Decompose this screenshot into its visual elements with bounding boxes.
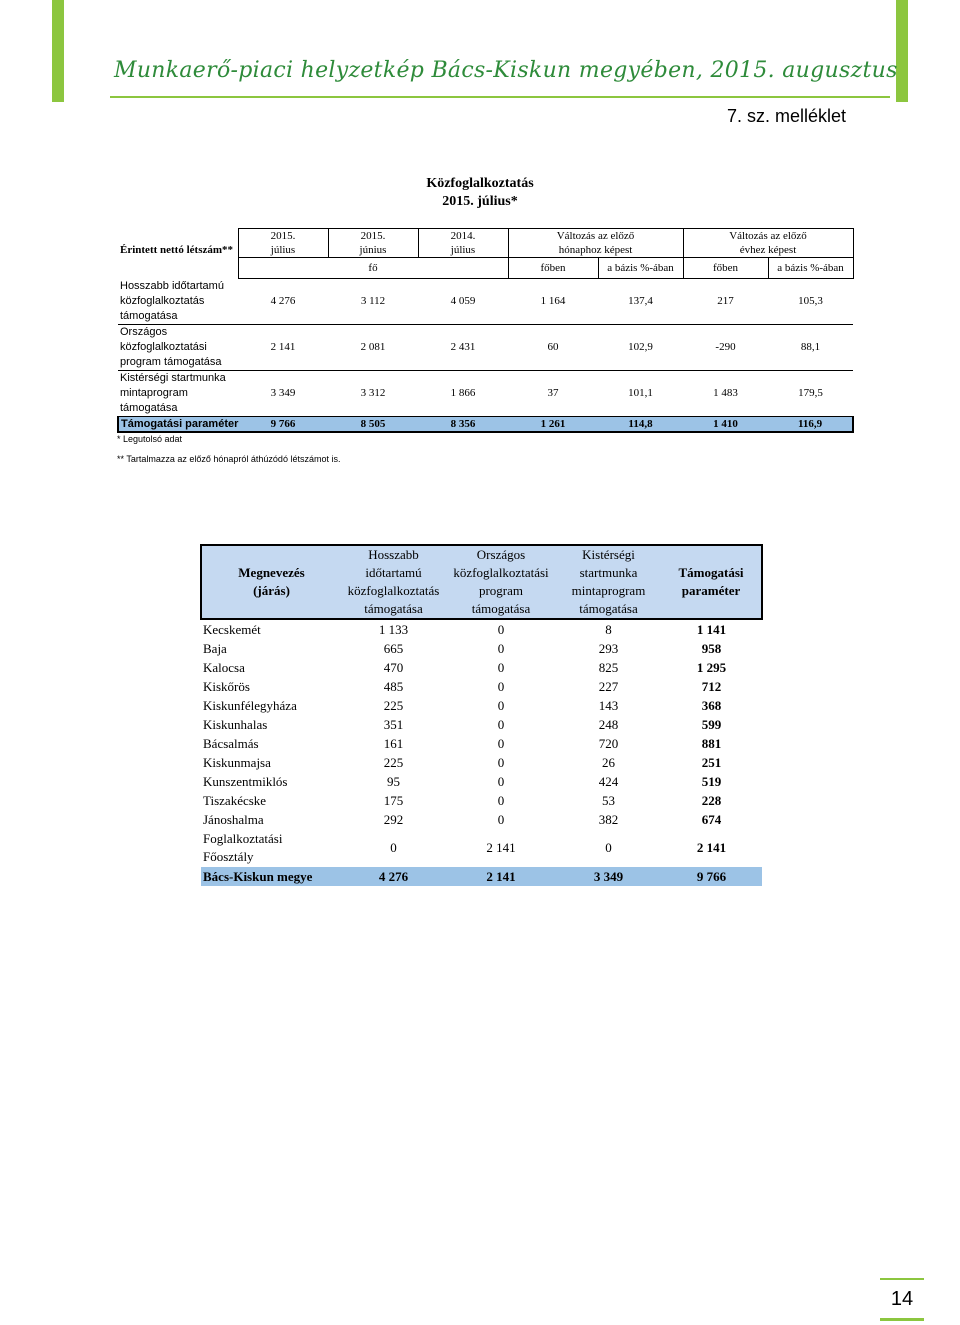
district-name: Kecskemét [203,621,261,637]
cell-value: 382 [598,811,619,827]
cell-value: 228 [701,792,722,808]
table-row [118,309,853,325]
table-header-row [201,545,762,619]
cell-value: 3 112 [360,295,386,307]
cell-value: 137,4 [628,295,653,307]
unit-foben: főben [508,258,598,279]
district-name: Tiszakécske [203,792,267,808]
footnote: * Legutolsó adat [117,434,183,444]
col-month: július [238,243,328,258]
header-rule [110,96,890,98]
cell-value: 368 [701,697,722,713]
district-name: Baja [203,640,227,656]
cell-value: 8 [605,621,612,637]
cell-value: 0 [390,840,397,855]
row-label-header: Érintett nettó létszám** [120,243,234,256]
cell-value: 0 [497,716,505,732]
cell-value: 161 [383,735,404,751]
cell-value: 175 [383,792,404,808]
total-row [118,417,853,433]
cell-value: 251 [701,754,722,770]
cell-value: 0 [497,678,505,694]
cell-value: 599 [701,716,722,732]
district-name: Kalocsa [203,659,245,675]
unit-foben: főben [683,258,768,279]
cell-value: 1 483 [713,387,738,399]
table-row [201,715,762,734]
table-row [201,696,762,715]
district-name: Kiskunfélegyháza [203,697,297,713]
total-value: 4 276 [341,867,446,886]
cell-value: 1 133 [378,621,409,637]
col-header: Országos közfoglalkoztatási program támogatása [446,545,556,619]
cell-value: 0 [497,754,505,770]
district-name: Kunszentmiklós [203,773,288,789]
table-row [201,753,762,772]
change-year-header: Változás az előző [683,229,853,244]
row-label: támogatása [118,309,238,325]
table-row [118,355,853,371]
cell-value: 225 [383,754,404,770]
total-value: 8 505 [328,417,418,433]
cell-value: 674 [701,811,722,827]
cell-value: 95 [387,773,400,789]
district-name: Kiskőrös [203,678,250,694]
header-row-years [118,229,853,244]
total-value: 9 766 [661,867,762,886]
cell-value: 225 [383,697,404,713]
table-row [201,734,762,753]
cell-value: 101,1 [628,387,653,399]
cell-value: 0 [497,621,505,637]
cell-value: 217 [717,295,734,307]
total-value: 3 349 [556,867,661,886]
col-header: Hosszabb időtartamú közfoglalkoztatás támogatása [341,545,446,619]
table-row [118,386,853,401]
row-label: mintaprogram [120,387,188,399]
cell-value: 179,5 [798,387,823,399]
total-value: 116,9 [768,417,853,433]
cell-value: 227 [598,678,619,694]
total-value: 8 356 [418,417,508,433]
cell-value: 470 [383,659,404,675]
unit-fo: fő [238,258,508,279]
col-year: 2015. [328,229,418,244]
cell-value: 0 [497,697,505,713]
unit-pct: a bázis %-ában [598,258,683,279]
right-green-bar [896,0,908,102]
cell-value: 102,9 [628,341,653,353]
cell-value: -290 [715,341,736,353]
district-name: Kiskunmajsa [203,754,271,770]
cell-value: 351 [383,716,404,732]
row-label: Országos [120,326,168,338]
cell-value: 1 866 [450,387,476,399]
table-row [201,772,762,791]
cell-value: 88,1 [800,341,821,353]
total-label: Támogatási paraméter [118,417,238,433]
cell-value: 2 141 [696,840,727,855]
change-month-header: Változás az előző [508,229,683,244]
table-row [118,340,853,355]
cell-value: 1 141 [696,621,727,637]
cell-value: 293 [598,640,619,656]
district-breakdown-table [200,544,763,886]
cell-value: 143 [598,697,619,713]
cell-value: 105,3 [798,295,823,307]
table-row [201,810,762,829]
footnote: ** Tartalmazza az előző hónapról áthúzódó létszámot is. [117,454,341,464]
cell-value: 26 [602,754,615,770]
public-works-summary-table [117,228,854,433]
page-header-title: Munkaerő-piaci helyzetkép Bács-Kiskun megyében, 2015. augusztus [114,58,898,83]
cell-value: 519 [701,773,722,789]
annex-label: 7. sz. melléklet [726,106,846,126]
cell-value: 958 [701,640,722,656]
cell-value: 3 349 [270,387,296,399]
col-year: 2014. [418,229,508,244]
header-row-units [118,258,853,279]
row-label: program támogatása [118,355,238,371]
table-row [201,619,762,639]
cell-value: 825 [598,659,619,675]
cell-value: 292 [383,811,404,827]
row-label: Kistérségi startmunka [120,372,226,384]
total-value: 1 261 [508,417,598,433]
cell-value: 1 295 [696,659,727,675]
total-value: 9 766 [238,417,328,433]
cell-value: 0 [497,792,505,808]
col-header: Támogatási paraméter [661,545,762,619]
total-row [201,867,762,886]
cell-value: 4 059 [450,295,476,307]
total-value: 2 141 [446,867,556,886]
table-row [201,658,762,677]
cell-value: 37 [547,387,559,399]
table-row [118,401,853,417]
col-header: Kistérségi startmunka mintaprogram támogatása [556,545,661,619]
cell-value: 0 [497,735,505,751]
table-row [118,279,853,295]
row-label: támogatása [120,402,178,414]
cell-value: 2 431 [450,341,476,353]
cell-value: 1 164 [540,295,566,307]
cell-value: 2 141 [270,341,296,353]
unit-pct: a bázis %-ában [768,258,853,279]
cell-value: 0 [497,811,505,827]
cell-value: 248 [598,716,619,732]
col-header: Megnevezés (járás) [201,545,341,619]
cell-value: 53 [602,792,615,808]
left-green-bar [52,0,64,102]
col-month: július [418,243,508,258]
change-month-subheader: hónaphoz képest [508,243,683,258]
cell-value: 881 [701,735,722,751]
district-name: Foglalkoztatási Főosztály [203,831,283,864]
page-number-box [880,1278,924,1322]
cell-value: 0 [497,659,505,675]
row-label: közfoglalkoztatás [120,295,205,307]
col-month: június [328,243,418,258]
cell-value: 712 [701,678,722,694]
district-name: Bácsalmás [203,735,259,751]
row-label: Hosszabb időtartamú [120,279,224,292]
district-name: Jánoshalma [203,811,264,827]
total-label: Bács-Kiskun megye [201,867,341,886]
row-label: közfoglalkoztatási [120,341,207,353]
cell-value: 2 081 [360,341,386,353]
total-value: 114,8 [598,417,683,433]
table1-subtitle: 2015. július* [442,194,518,209]
table-row [118,325,853,341]
table-row [201,829,762,867]
cell-value: 720 [598,735,619,751]
cell-value: 485 [383,678,404,694]
total-value: 1 410 [683,417,768,433]
district-name: Kiskunhalas [203,716,268,732]
change-year-subheader: évhez képest [683,243,853,258]
cell-value: 4 276 [270,295,296,307]
col-year: 2015. [238,229,328,244]
table-row [118,294,853,309]
cell-value: 2 141 [486,840,516,855]
table-row [201,791,762,810]
cell-value: 424 [598,773,619,789]
table-row [118,371,853,387]
cell-value: 3 312 [360,387,386,399]
table-row [201,677,762,696]
cell-value: 0 [497,640,505,656]
cell-value: 60 [547,341,559,353]
page-number: 14 [890,1288,914,1310]
table1-title: Közfoglalkoztatás [426,176,534,191]
cell-value: 0 [497,773,505,789]
header-row-months [118,243,853,258]
table-row [201,639,762,658]
cell-value: 665 [383,640,404,656]
cell-value: 0 [605,840,612,855]
